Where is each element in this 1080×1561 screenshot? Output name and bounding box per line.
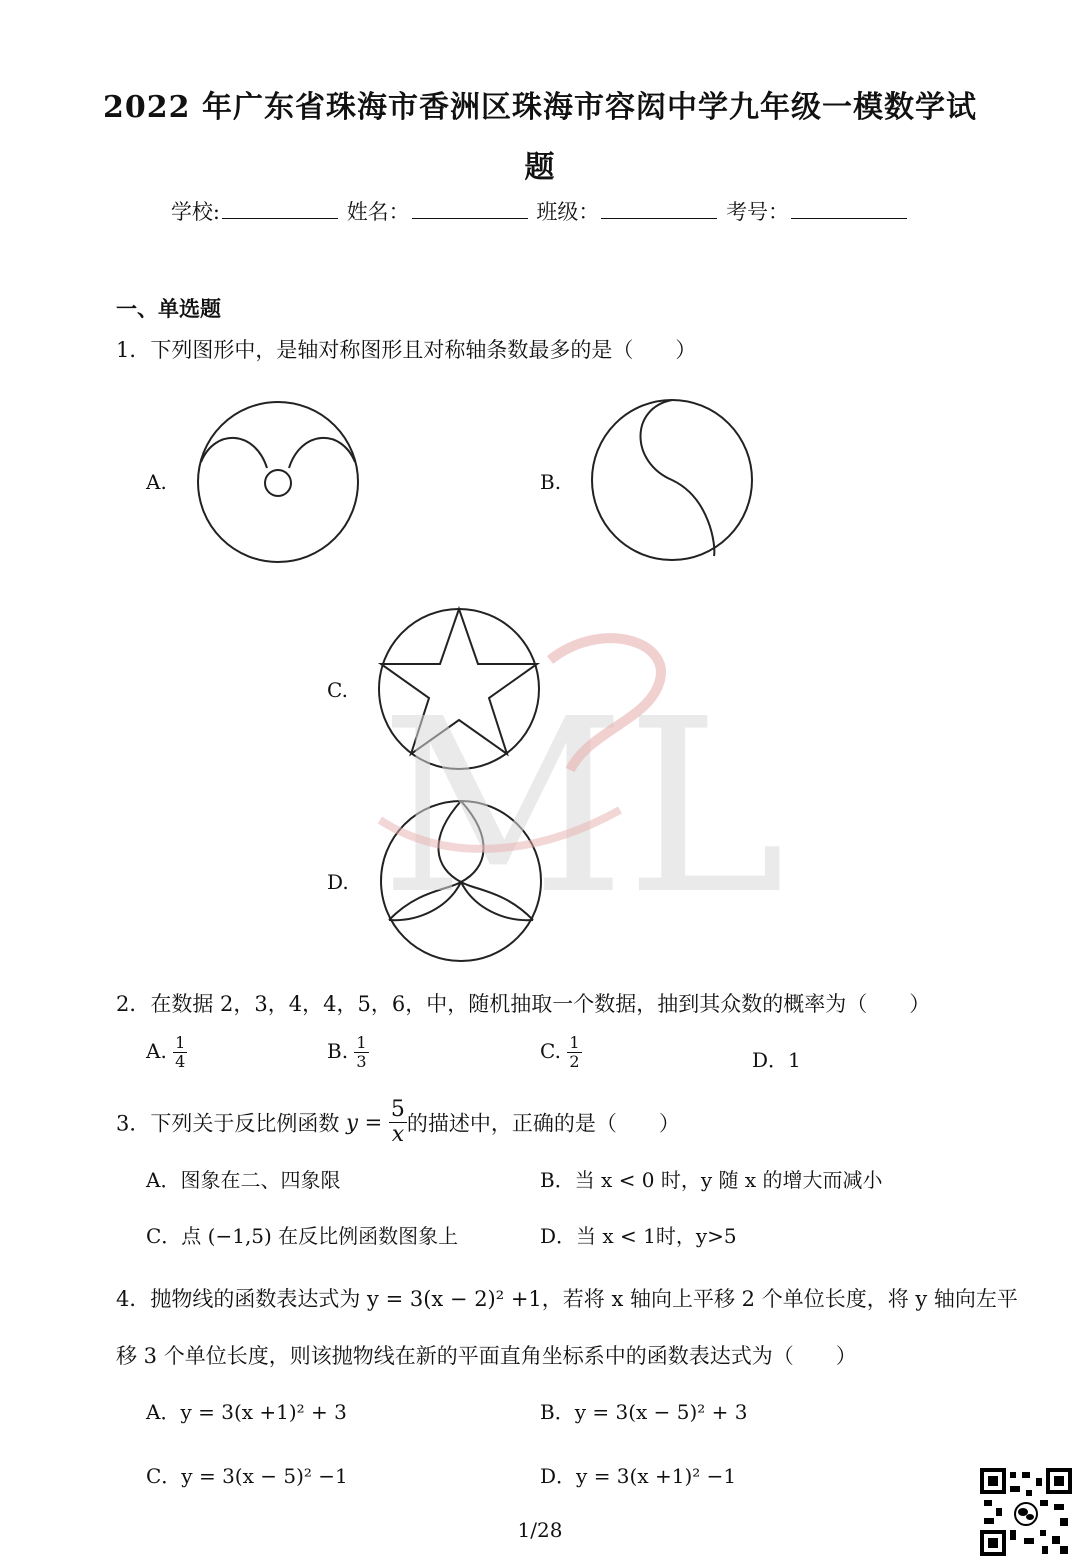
fraction-denominator: x [391, 1122, 405, 1147]
class-blank[interactable] [601, 198, 717, 219]
school-label: 学校: [170, 200, 220, 224]
q4-option-b: B．y = 3(x − 5)² + 3 [540, 1400, 748, 1424]
watermark-text: ML [380, 667, 786, 947]
q3-stem-prefix: 3．下列关于反比例函数 [116, 1111, 340, 1136]
name-label: 姓名： [346, 200, 410, 224]
fraction-denominator: 4 [175, 1052, 186, 1071]
fraction-numerator: 1 [175, 1033, 186, 1052]
q2-option-a-label: A. [146, 1039, 167, 1063]
class-label: 班级： [536, 200, 600, 224]
exam-number-label: 考号： [726, 200, 790, 224]
q2-option-b [327, 1034, 369, 1071]
q1-option-b-label: B. [540, 470, 562, 494]
fraction-denominator: 3 [356, 1052, 367, 1071]
school-blank[interactable] [222, 198, 338, 219]
q2-option-b-label: B. [327, 1039, 349, 1063]
section-heading: 一、单选题 [116, 296, 221, 321]
q3-option-d: D．当 x < 1时，y>5 [540, 1224, 737, 1248]
q2-option-c-fraction [567, 1034, 581, 1071]
student-info-line [0, 196, 1080, 226]
q1-figure-a [195, 400, 363, 566]
fraction-numerator: 1 [356, 1033, 367, 1052]
fraction-numerator: 5 [390, 1097, 405, 1122]
qr-code-icon [980, 1468, 1072, 1556]
q4-option-a: A．y = 3(x +1)² + 3 [146, 1400, 347, 1424]
q1-option-c-label: C. [327, 678, 348, 702]
question-4-stem-line-1: 4．抛物线的函数表达式为 y = 3(x − 2)² +1，若将 x 轴向上平移 2 个单位长度，将 y 轴向左平 [116, 1287, 1018, 1311]
q3-stem-suffix: 的描述中，正确的是（ ） [406, 1111, 680, 1136]
q4-option-c: C．y = 3(x − 5)² −1 [146, 1464, 348, 1488]
q3-fraction [389, 1098, 407, 1147]
q3-equals: = [364, 1110, 383, 1135]
q3-option-c: C．点 (−1,5) 在反比例函数图象上 [146, 1224, 459, 1248]
question-1-stem: 1．下列图形中，是轴对称图形且对称轴条数最多的是（ ） [116, 338, 697, 362]
q3-variable-y: y [346, 1110, 358, 1135]
watermark-logo [360, 620, 786, 947]
fraction-denominator: 2 [569, 1052, 580, 1071]
q1-option-d-label: D. [327, 870, 349, 894]
q2-option-a-fraction [173, 1034, 187, 1071]
q2-option-c [540, 1034, 582, 1071]
page-number: 1/28 [517, 1518, 563, 1542]
q2-option-c-label: C. [540, 1039, 561, 1063]
fraction-numerator: 1 [569, 1033, 580, 1052]
name-blank[interactable] [412, 198, 528, 219]
q4-option-d: D．y = 3(x +1)² −1 [540, 1464, 737, 1488]
q3-option-b: B．当 x < 0 时，y 随 x 的增大而减小 [540, 1168, 883, 1192]
page-title: 2022 年广东省珠海市香洲区珠海市容闳中学九年级一模数学试 [103, 90, 977, 125]
q2-option-d: D．1 [752, 1048, 801, 1072]
q2-option-b-fraction [354, 1034, 368, 1071]
q1-figure-b [590, 398, 758, 564]
question-3-stem [116, 1098, 680, 1147]
q3-option-a: A．图象在二、四象限 [146, 1168, 341, 1192]
q1-option-a-label: A. [146, 470, 167, 494]
question-4-stem-line-2: 移 3 个单位长度，则该抛物线在新的平面直角坐标系中的函数表达式为（ ） [116, 1344, 857, 1368]
question-2-stem: 2．在数据 2，3，4，4，5，6，中，随机抽取一个数据，抽到其众数的概率为（ ） [116, 992, 931, 1016]
exam-number-blank[interactable] [791, 198, 907, 219]
page-title-continued: 题 [524, 150, 556, 185]
q2-option-a [146, 1034, 187, 1071]
